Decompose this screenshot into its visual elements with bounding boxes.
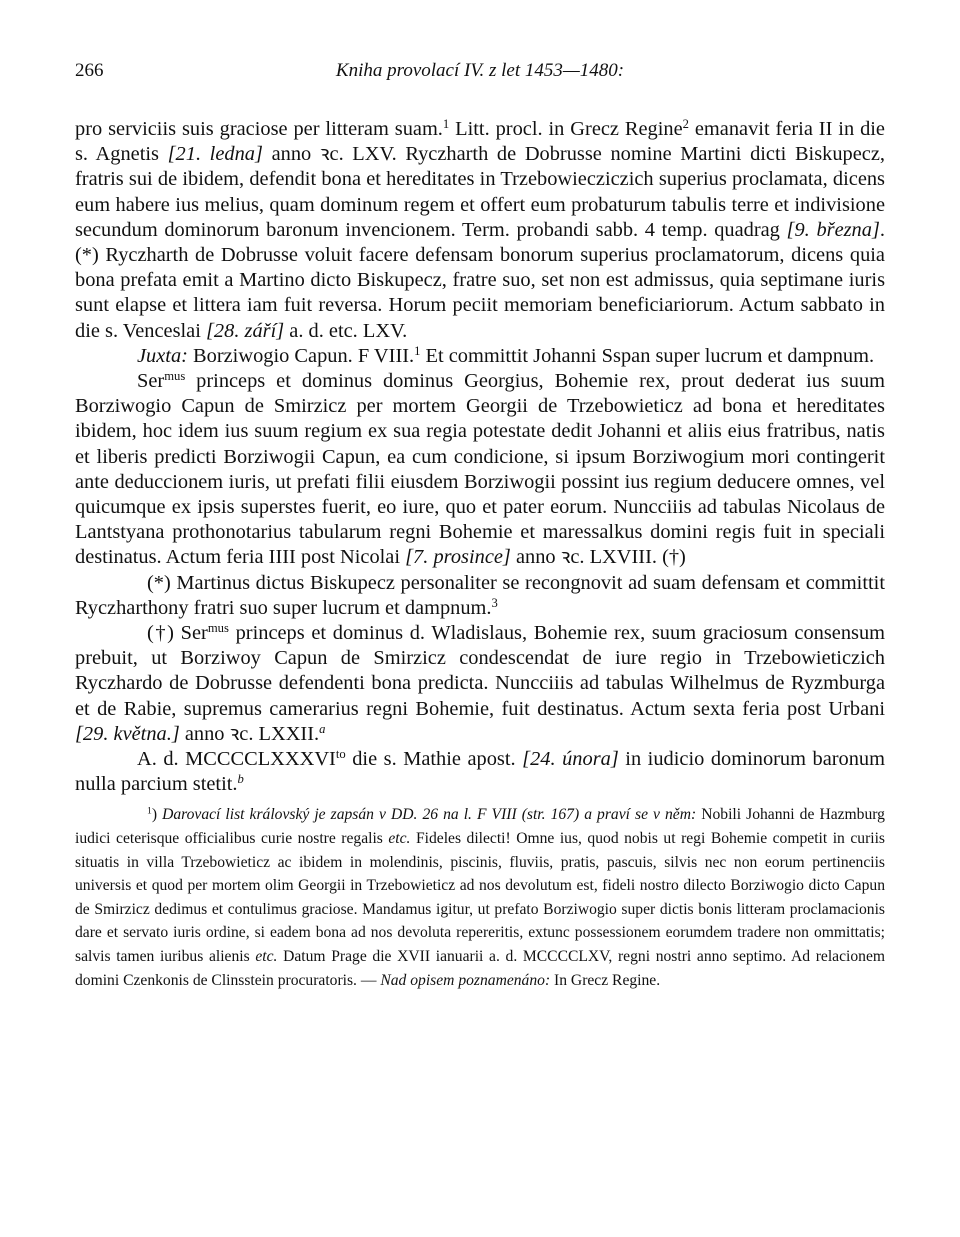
paragraph-georgius: Ser$^{mus}$ princeps et dominus dominus Georgius, Bohemie rex, prout dederat ius suum Borziwogio Capun de Smirzicz per mortem Georgii de Trzebowieticz ad bona et hereditates ibidem, hoc idem ius suum regium ex sua regia potestate dedit Johanni et aliis eius fratribus, natis et liberis predicti Borziwogii Capun, ea cum condicione, si ipsum Borziwogium mori contingerit ante deduccionem iuris, ut prefati filii eiusdem Borziwogii possint ius regium deducere omnes, vel quicumque ex ipsis superstes fuerit, eo iure, quo et pater eorum. Nuncciiis ad tabulas Nicolaus de Lantstyana prothonotarius tabularum regni Bohemie et maressalkus domini regis fuit in speciali destinatus. Actum feria IIII post Nicolai [7. prosince] anno ꝛc. LXVIII. (†) [75, 369, 885, 569]
footnotes [75, 803, 885, 992]
footnote-ref: 1 [414, 343, 421, 358]
main-text [75, 117, 885, 797]
footnote-ref: 3 [491, 595, 498, 610]
date-gloss: [7. prosince] [405, 546, 511, 569]
date-gloss: [9. března] [786, 218, 880, 241]
book-page [75, 60, 885, 992]
date-gloss: [28. září] [206, 319, 285, 342]
footnote-ref: b [237, 772, 244, 787]
footnote-ref: a [319, 721, 326, 736]
paragraph-mathie: A. d. $MCCCCLXXXVI^{to}$ die s. Mathie apost. [24. února] in iudicio dominorum baronum nulla parcium stetit.$^b$ [75, 747, 885, 796]
page-header [75, 60, 885, 90]
paragraph-note-dagger: (†) Ser$^{mus}$ princeps et dominus d. Wladislaus, Bohemie rex, suum graciosum consensum prebuit, ut Borziwoy Capun de Smirzicz condescendat de iure regio in Trzebowieticzich Ryczhardo de Dobrusse defendenti bona predicta. Nuncciiis ad tabulas Wilhelmus de Ryzmburga et de Rabie, supremus camerarius regni Bohemie, fuit destinatus. Actum sexta feria post Urbani [29. května.] anno ꝛc. LXXII.$^a$ [75, 621, 886, 745]
date-gloss: [29. května.] [75, 722, 180, 745]
paragraph-continuation: pro serviciis suis graciose per litteram suam.$^1$ Litt. procl. in Grecz Regine$^2$ emanavit feria II in die s. Agnetis [21. ledna] anno ꝛc. LXV. Ryczharth de Dobrusse nomine Martini dicti Biskupecz, fratris sui de ibidem, defendit bona et hereditates in Trzebowiecziczich superius proclamata, dicens eum habere ius melius, quam dominum regem et offert eum probaturum tabulis terre et indivisione secundum dominorum baronum invencionem. Term. probandi sabb. 4 temp. quadrag [9. března].(*) Ryczharth de Dobrusse voluit facere defensam bonorum superius proclamatorum, dicens quia bona prefata emit a Martino dicto Biskupecz, fratre suo, set non est admissus, quia septimane iuris sunt elapse et littera iam fuit reversa. Horum peciit memoriam beneficiariorum. Actum sabbato in die s. Venceslai [28. září] a. d. etc. LXV. [75, 117, 885, 342]
running-title: Kniha provolací IV. z let 1453—1480: [335, 60, 625, 81]
footnote-number: 1 [147, 806, 152, 818]
footnote-ref: 2 [682, 117, 689, 132]
date-gloss: [24. února] [522, 748, 619, 771]
footnote-1: $^1$) Darovací list královský je zapsán v DD. 26 na l. F VIII (str. 167) a praví se v něm: Nobili Johanni de Hazmburg iudici ceterisque officialibus curie nostre regalis etc. Fideles dilecti! Omne ius, quod nobis ut regi Bohemie competit in curiis situatis in villa Trzebowieticz ac ibidem in molendinis, piscinis, fluviis, pratis, pascuis, silvis nec non eorum pertinenciis universis et quod per mortem olim Georgii in Trzebowieticz ad nos devolutum est, fideli nostro dilecto Borziwogio dicto Capun de Smirzicz dedimus et contulimus graciose. Mandamus igitur, ut prefato Borziwogio super dictis bonis litteram proclamacionis dare et servato iuris ordine, si eadem bona ad nos devoluta repereritis, extunc possessionem eorumdem tradere non ommittatis; salvis tamen iuribus alienis etc. Datum Prage die XVII ianuarii a. d. MCCCCLXV, regni nostri anno septimo. Ad relacionem domini Czenkonis de Clinsstein procuratoris. — Nad opisem poznamenáno: In Grecz Regine. [75, 806, 885, 989]
paragraph-juxta: Juxta: Borziwogio Capun. F VIII.$^1$ Et committit Johanni Sspan super lucrum et dampnum. [137, 343, 875, 367]
paragraph-note-asterisk: (*) Martinus dictus Biskupecz personaliter se recongnovit ad suam defensam et committit Ryczharthony fratri suo super lucrum et dampnum.$^3$ [75, 571, 885, 619]
juxta-label: Juxta: [137, 344, 188, 367]
date-gloss: [21. ledna] [167, 143, 263, 166]
page-number: 266 [75, 60, 104, 81]
footnote-ref: 1 [442, 117, 450, 132]
